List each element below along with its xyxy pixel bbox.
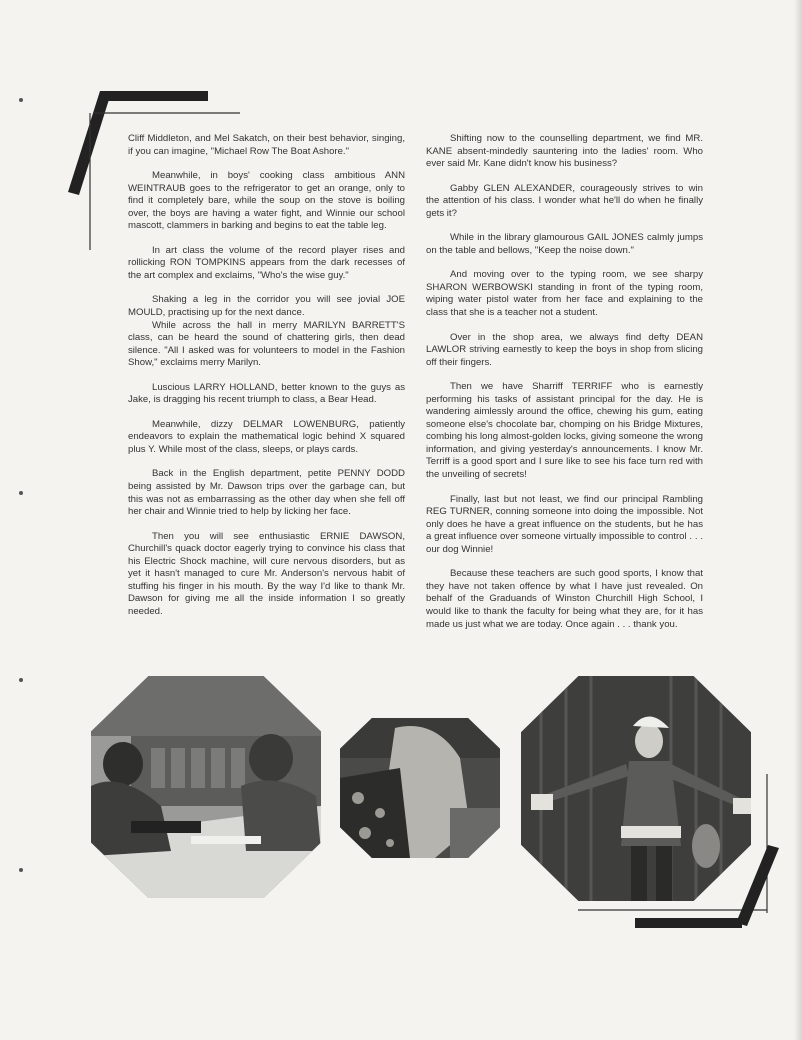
paragraph: While in the library glamourous GAIL JONES calmly jumps on the table and bellows, "Keep the noise down."	[426, 232, 703, 256]
paragraph: Cliff Middleton, and Mel Sakatch, on their best behavior, singing, if you can imagine, "Michael Row The Boat Ashore."	[128, 133, 405, 157]
paragraph: Back in the English department, petite PENNY DODD being assisted by Mr. Dawson trips over the garbage can, but this was not as embarrassing as the other day when she fell off her chair and Winnie tried to help by licking her face.	[128, 468, 405, 518]
paragraph: Over in the shop area, we always find defty DEAN LAWLOR striving earnestly to keep the boys in shop from slicing off their fingers.	[426, 331, 703, 368]
photo-students-at-desk	[91, 676, 321, 898]
paragraph: In art class the volume of the record player rises and rollicking RON TOMPKINS appears from the dark recesses of the art complex and exclaims, "Who's the wise guy."	[128, 244, 405, 281]
paragraph: Luscious LARRY HOLLAND, better known to the guys as Jake, is dragging his recent triumph to class, a Bear Head.	[128, 381, 405, 406]
binder-hole	[19, 678, 23, 682]
binder-hole	[19, 98, 23, 102]
binder-hole	[19, 868, 23, 872]
photo-performer-on-stage	[521, 676, 751, 901]
paragraph: Finally, last but not least, we find our principal Rambling REG TURNER, conning someone into doing the impossible. Not only does he have a great influence on the students, but he has a great influence over someone virtually impossible to control . . . our dog Winnie!	[426, 493, 703, 555]
paragraph: Then you will see enthusiastic ERNIE DAWSON, Churchill's quack doctor eagerly trying to convince his class that his Electric Shock machine, will cure nervous disorders, but as yet it hasn't managed to cure Mr. Anderson's nervous habit of stuffing his finger in his mouth. By the way I'd like to thank Mr. Dawson for giving me all the inside information I so greatly needed.	[128, 530, 405, 617]
paragraph: Gabby GLEN ALEXANDER, courageously strives to win the attention of his class. I wonder what he'll do when he finally gets it?	[426, 182, 703, 219]
paragraph: Then we have Sharriff TERRIFF who is earnestly performing his tasks of assistant principal for the day. He is wandering aimlessly around the office, chewing his gum, eating someone else's chocolate bar, chomping on his Bridge Mixtures, combing his long almost-golden locks, giving someone the wrong information, and giving yesterday's announcements. I know Mr. Terriff is a good sport and I sure like to see his face turn red with the unveiling of secrets!	[426, 381, 703, 481]
photo-girl-with-long-hair	[340, 718, 500, 858]
paragraph: Shaking a leg in the corridor you will see jovial JOE MOULD, practising up for the next dance.	[128, 294, 405, 319]
paragraph: While across the hall in merry MARILYN BARRETT'S class, can be heard the sound of chattering girls, then dead silence. "All I asked was for volunteers to model in the Fashion Show," exclaims merry Marilyn.	[128, 319, 405, 369]
paragraph: Meanwhile, dizzy DELMAR LOWENBURG, patiently endeavors to explain the mathematical logic behind X squared plus Y. While most of the class, sleeps, or plays cards.	[128, 418, 405, 455]
paragraph: Because these teachers are such good sports, I know that they have not taken offence by what I have just revealed. On behalf of the Graduands of Winston Churchill High School, I would like to thank the faculty for being what they are, for it has made us just what we are today. Once again . . . thank you.	[426, 568, 703, 630]
paragraph: Shifting now to the counselling department, we find MR. KANE absent-mindedly sauntering into the ladies' room. Who ever said Mr. Kane didn't know his business?	[426, 133, 703, 170]
binder-hole	[19, 491, 23, 495]
article-right-column	[426, 133, 703, 643]
paragraph: And moving over to the typing room, we see sharpy SHARON WERBOWSKI standing in front of the typing room, wiping water pistol water from her face and explaining to the class that she is a teacher not a student.	[426, 269, 703, 319]
paragraph: Meanwhile, in boys' cooking class ambitious ANN WEINTRAUB goes to the refrigerator to get an orange, only to find it completely bare, while the soup on the stove is boiling over, the boys are having a water fight, and Winnie our school mascott, clammers in barking and begins to eat the table leg.	[128, 170, 405, 232]
page-edge-shadow	[794, 0, 802, 1040]
article-left-column	[128, 133, 405, 631]
